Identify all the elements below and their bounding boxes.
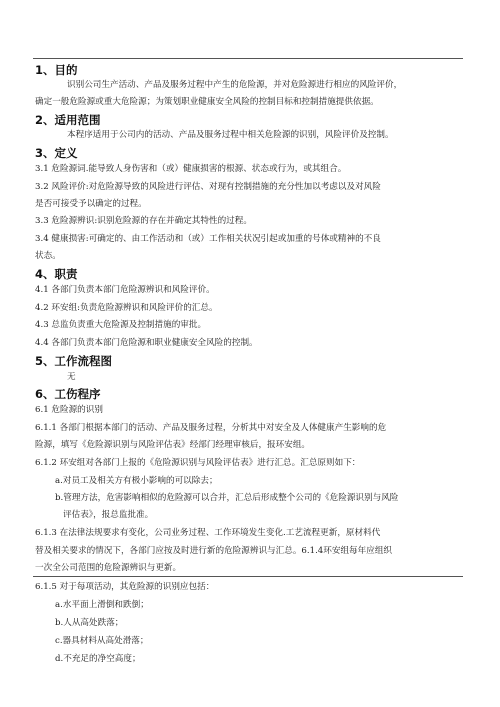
procedure-6-1: 6.1 危险源的识别 bbox=[35, 405, 103, 415]
heading-responsibilities: 4、职责 bbox=[35, 267, 78, 281]
procedure-6-1-2-item-b-line-1: b.管理方法，危害影响相似的危险源可以合并，汇总后形成整个公司的《危险源识别与风险 bbox=[55, 493, 399, 503]
heading-procedure: 6、工伤程序 bbox=[35, 387, 101, 401]
definition-3-2-line-2: 是否可接受予以确定的过程。 bbox=[35, 199, 147, 209]
purpose-line-2: 确定一般危险源或重大危险源；为策划职业健康安全风险的控制目标和控制措施提供依据。 bbox=[35, 97, 379, 107]
procedure-6-1-3-line-1: 6.1.3 在法律法规要求有变化，公司业务过程、工作环境发生变化.工艺流程更新，原材料代 bbox=[35, 528, 381, 538]
hazard-item-c: c.器具材料从高处滑落； bbox=[55, 636, 149, 646]
hazard-item-a: a.水平面上滑倒和跌倒； bbox=[55, 600, 149, 610]
procedure-6-1-5: 6.1.5 对于每项活动，其危险源的识别应包括： bbox=[35, 582, 215, 592]
responsibility-4-1: 4.1 各部门负责本部门危险源辨识和风险评价。 bbox=[35, 285, 215, 295]
responsibility-4-2: 4.2 环安组:负责危险源辨识和风险评价的汇总。 bbox=[35, 303, 218, 313]
responsibility-4-3: 4.3 总监负责重大危险源及控制措施的审批。 bbox=[35, 320, 207, 330]
hazard-item-d: d.不充足的净空高度； bbox=[55, 654, 141, 664]
procedure-6-1-3-line-2: 替及相关要求的情况下，各部门应按及时进行新的危险源辨识与汇总。6.1.4环安组每年应组织 bbox=[35, 546, 393, 556]
procedure-6-1-3-line-3: 一次全公司范围的危险源辨识与更新。 bbox=[35, 563, 182, 573]
heading-workflow-chart: 5、工作流程图 bbox=[35, 354, 113, 368]
procedure-6-1-2-item-a: a.对员工及相关方有极小影响的可以除去； bbox=[55, 476, 218, 486]
procedure-6-1-1-line-1: 6.1.1 各部门根据本部门的活动、产品及服务过程，分析其中对安全及人体健康产生影响的危 bbox=[35, 423, 387, 433]
scope-line-1: 本程序适用于公司内的活动、产品及服务过程中相关危险源的识别，风险评价及控制。 bbox=[67, 130, 394, 140]
responsibility-4-4: 4.4 各部门负责本部门危险源和职业健康安全风险的控制。 bbox=[35, 338, 258, 348]
definition-3-4-line-1: 3.4 健康损害:可确定的、由工作活动和（或）工作相关状况引起或加重的号体或精神的不良 bbox=[35, 234, 381, 244]
definition-3-3: 3.3 危险源辨识:识别危险源的存在并确定其特性的过程。 bbox=[35, 216, 252, 226]
hazard-item-b: b.人从高处跌落； bbox=[55, 618, 124, 628]
heading-scope: 2、适用范围 bbox=[35, 113, 101, 127]
heading-purpose: 1、目的 bbox=[35, 63, 78, 77]
workflow-chart-none: 无 bbox=[67, 372, 76, 382]
definition-3-4-line-2: 状态。 bbox=[35, 251, 61, 261]
definition-3-1: 3.1 危险源词.能导致人身伤害和（或）健康损害的根源、状态或行为，或其组合。 bbox=[35, 164, 347, 174]
procedure-6-1-1-line-2: 险源，填写《危险源识别与风险评估表》经部门经理审核后，报环安组。 bbox=[35, 440, 311, 450]
heading-definitions: 3、定义 bbox=[35, 146, 78, 160]
procedure-6-1-2-item-b-line-2: 评估表》，报总监批准。 bbox=[63, 510, 154, 520]
page-break-divider bbox=[33, 576, 463, 577]
purpose-line-1: 识别公司生产活动、产品及服务过程中产生的危险源，并对危险源进行相应的风险评价， bbox=[67, 80, 403, 90]
procedure-6-1-2: 6.1.2 环安组对各部门上报的《危险源识别与风险评估表》进行汇总。汇总原则如下： bbox=[35, 458, 361, 468]
definition-3-2-line-1: 3.2 风险评价:对危险源导致的风险进行评估、对现有控制措施的充分性加以考虑以及对风险 bbox=[35, 182, 381, 192]
top-divider bbox=[33, 58, 463, 59]
